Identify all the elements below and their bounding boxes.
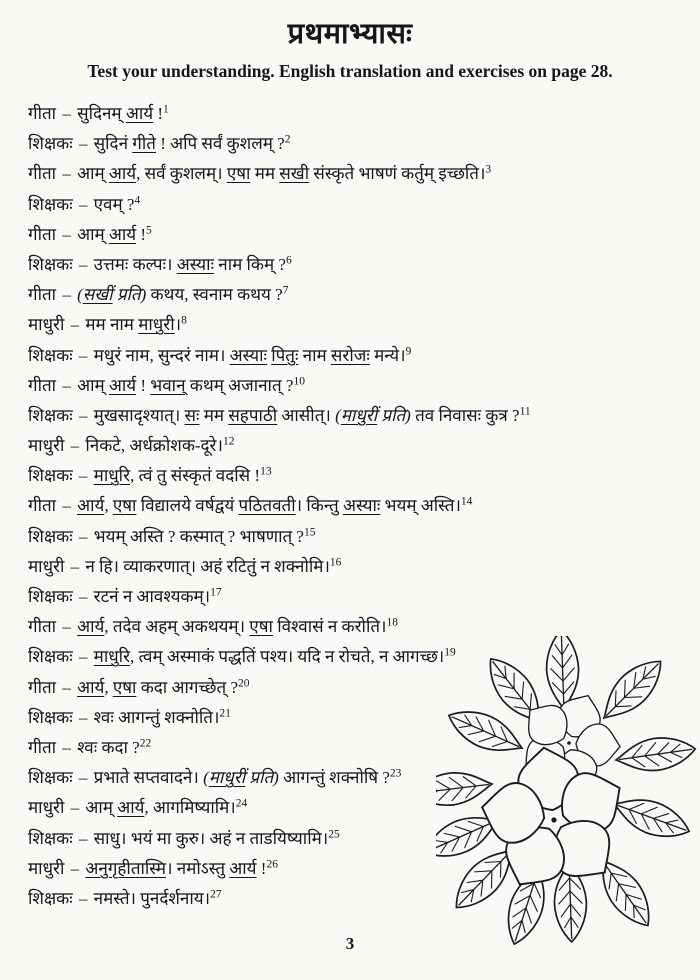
dialogue-segment: आम् [77, 224, 109, 244]
footnote-number: 9 [405, 344, 412, 357]
speaker-name: माधुरी [28, 798, 65, 818]
speaker-name: शिक्षकः [28, 888, 73, 908]
page-title: प्रथमाभ्यासः [287, 16, 413, 50]
footnote-number: 14 [460, 495, 473, 508]
footnote-number: 22 [139, 737, 152, 750]
speaker-name: शिक्षकः [28, 345, 73, 365]
dialogue-segment: साधु। भयं मा कुरु। अहं न ताडयिष्यामि। [93, 828, 329, 848]
dialogue-segment: माधुरि [93, 647, 131, 667]
dialogue-segment: कथय, स्वनाम कथय ? [146, 285, 283, 305]
speaker-dash: – [58, 224, 76, 244]
speaker-name: शिक्षकः [28, 828, 73, 848]
dialogue-line [28, 763, 700, 793]
dialogue-line [28, 190, 700, 220]
speaker-dash: – [66, 436, 84, 456]
speaker-dash: – [66, 315, 84, 335]
page-subtitle: Test your understanding. English translation and exercises on page 28. [87, 61, 613, 81]
dialogue-segment: माधुरीं [340, 405, 378, 425]
speaker-dash: – [74, 254, 92, 274]
dialogue-segment: विद्यालये वर्षद्वयं [136, 496, 239, 516]
speaker-dash: – [66, 798, 84, 818]
speaker-dash: – [74, 828, 92, 848]
dialogue-segment: आम् [85, 798, 118, 818]
dialogue-segment: अनुगृहीतास्मि [85, 858, 167, 878]
dialogue-segment: नाम [298, 345, 331, 365]
speaker-dash: – [58, 375, 76, 395]
speaker-name: शिक्षकः [28, 526, 73, 546]
speaker-name: शिक्षकः [28, 707, 73, 727]
speaker-name: शिक्षकः [28, 647, 73, 667]
speaker-dash: – [74, 405, 92, 425]
footnote-number: 11 [519, 405, 531, 418]
dialogue-segment: आगन्तुं शक्नोषि ? [278, 768, 390, 788]
footnote-number: 8 [181, 314, 187, 327]
dialogue-line [28, 431, 700, 461]
speaker-dash: – [58, 737, 76, 757]
dialogue-segment: प्रति) [245, 768, 279, 788]
dialogue-segment: आर्य [108, 164, 137, 184]
dialogue-line [28, 854, 700, 884]
footnote-number: 25 [328, 827, 340, 840]
speaker-name: गीता [28, 104, 57, 123]
dialogue-segment: मधुरं नाम, सुन्दरं नाम। [93, 345, 230, 365]
footnote-number: 7 [282, 284, 289, 297]
dialogue-segment: माधुरी [138, 315, 175, 335]
dialogue-segment: भयम् अस्ति। [380, 496, 461, 516]
speaker-dash: – [58, 496, 76, 516]
dialogue-line [28, 552, 700, 582]
dialogue-segment: भयम् अस्ति ? कस्मात् ? भाषणात् ? [93, 526, 304, 546]
dialogue-segment: मन्ये। [369, 345, 406, 365]
speaker-name: शिक्षकः [28, 194, 73, 214]
speaker-name: गीता [28, 496, 57, 516]
speaker-dash: – [58, 677, 76, 697]
dialogue-segment: कथम् अजानात् ? [185, 375, 294, 395]
page-number: 3 [345, 934, 355, 953]
dialogue-segment: आर्य [108, 375, 137, 395]
dialogue-line [28, 341, 700, 371]
dialogue-segment: सरोजः [330, 345, 370, 365]
speaker-name: माधुरी [28, 315, 65, 335]
dialogue-line [28, 401, 700, 431]
dialogue-segment: अस्याः [176, 254, 215, 274]
dialogue-line [28, 884, 700, 914]
speaker-name: गीता [28, 677, 57, 697]
footnote-number: 6 [285, 254, 292, 267]
dialogue-segment: सखी [279, 164, 310, 184]
footnote-number: 10 [293, 375, 305, 388]
footnote-number: 13 [260, 465, 272, 478]
dialogue-segment: मम [250, 164, 280, 184]
dialogue-segment: माधुरीं [208, 768, 246, 788]
dialogue-segment: , [104, 677, 113, 697]
dialogue-segment: आर्य [77, 496, 105, 516]
dialogue-line [28, 582, 700, 612]
speaker-name: गीता [28, 737, 57, 757]
speaker-name: गीता [28, 285, 57, 305]
dialogue-segment: आर्य [77, 617, 105, 637]
dialogue-segment: , तदेव अहम् अकथयम्। [104, 617, 250, 637]
dialogue-segment: एषा [112, 677, 137, 697]
dialogue-segment: सखीं [82, 285, 113, 305]
dialogue-segment: आर्य [77, 677, 105, 697]
dialogue-segment: तव निवासः कुत्र ? [410, 405, 520, 425]
speaker-name: गीता [28, 375, 57, 395]
dialogue-segment: न हि। व्याकरणात्। अहं रटितुं न शक्नोमि। [85, 556, 330, 576]
dialogue-line [28, 129, 700, 159]
dialogue-segment: विश्वासं न करोति। [272, 617, 387, 637]
footnote-number: 27 [210, 888, 222, 901]
dialogue-segment: पितुः [271, 345, 299, 365]
speaker-dash: – [74, 647, 92, 667]
dialogue-segment: आर्य [125, 104, 154, 123]
dialogue-segment: अस्याः [229, 345, 267, 365]
dialogue-line [28, 491, 700, 521]
dialogue-segment: ! [136, 375, 151, 395]
dialogue-segment: पठितवती [238, 496, 296, 516]
dialogue-segment: श्वः आगन्तुं शक्नोति। [93, 707, 220, 727]
speaker-dash: – [74, 194, 92, 214]
dialogue-segment: उत्तमः कल्पः। [93, 254, 177, 274]
dialogue-segment: ! [256, 858, 267, 878]
dialogue-segment: आर्य [108, 224, 137, 244]
footnote-number: 3 [485, 163, 492, 176]
footnote-number: 20 [238, 676, 250, 689]
dialogue-segment: एषा [226, 164, 251, 184]
dialogue-line [28, 703, 700, 733]
dialogue-line [28, 280, 700, 310]
speaker-dash: – [66, 556, 84, 576]
dialogue-segment: प्रभाते सप्तवादने। [93, 768, 204, 788]
dialogue-segment: रटनं न आवश्यकम्। [93, 587, 211, 606]
dialogue-line [28, 673, 700, 703]
speaker-name: शिक्षकः [28, 768, 73, 788]
dialogue-segment: मम नाम [85, 315, 139, 335]
footnote-number: 12 [222, 435, 235, 448]
footnote-number: 5 [146, 224, 152, 237]
speaker-dash: – [58, 104, 76, 123]
dialogue-segment: भवान् [150, 375, 186, 395]
dialogue-segment: मम [199, 405, 229, 425]
speaker-name: गीता [28, 224, 57, 244]
dialogue-segment: ! [136, 224, 147, 244]
speaker-dash: – [58, 617, 76, 637]
dialogue-line [28, 159, 700, 189]
dialogue-segment: नाम किम् ? [214, 254, 286, 274]
speaker-name: शिक्षकः [28, 405, 73, 425]
dialogue-segment: सः [184, 405, 200, 425]
speaker-dash: – [74, 888, 92, 908]
dialogue-segment: । नमोऽस्तु [166, 858, 230, 878]
footnote-number: 24 [235, 797, 248, 810]
speaker-name: माधुरी [28, 556, 65, 576]
dialogue-segment: । किन्तु [295, 496, 343, 516]
speaker-name: गीता [28, 164, 57, 184]
footnote-number: 26 [266, 858, 278, 871]
footnote-number: 19 [444, 646, 456, 659]
footnote-number: 18 [386, 616, 398, 629]
dialogue-segment: एषा [112, 496, 137, 516]
dialogue-line [28, 733, 700, 763]
dialogue-segment: ( [335, 405, 341, 425]
speaker-dash: – [74, 345, 92, 365]
dialogue-segment: एवम् ? [93, 194, 135, 214]
dialogue-segment: सुदिनं [93, 134, 133, 154]
dialogue-segment: प्रति) [377, 405, 411, 425]
dialogue-segment: आर्य [117, 798, 145, 818]
speaker-dash: – [74, 466, 92, 486]
speaker-dash: – [74, 134, 92, 154]
dialogue-segment: एषा [249, 617, 273, 637]
dialogue-line [28, 220, 700, 250]
speaker-dash: – [74, 526, 92, 546]
dialogue-segment: अस्याः [342, 496, 381, 516]
dialogue-segment: । [174, 315, 182, 335]
speaker-name: गीता [28, 617, 57, 637]
speaker-dash: – [58, 164, 76, 184]
dialogue-line [28, 824, 700, 854]
dialogue-segment: कदा आगच्छेत् ? [136, 677, 239, 697]
speaker-dash: – [66, 858, 84, 878]
footnote-number: 1 [163, 103, 169, 116]
dialogue-segment: , त्वं तु संस्कृतं वदसि ! [130, 466, 261, 486]
speaker-dash: – [74, 707, 92, 727]
dialogue-segment: , [104, 496, 113, 516]
speaker-name: शिक्षकः [28, 587, 73, 606]
dialogue-segment: आम् [77, 164, 109, 184]
footnote-number: 21 [219, 707, 231, 720]
dialogue-segment: नमस्ते। पुनर्दर्शनाय। [93, 888, 211, 908]
dialogue-segment: संस्कृते भाषणं कर्तुम् इच्छति। [309, 164, 486, 184]
speaker-name: माधुरी [28, 436, 65, 456]
dialogue-segment: , आगमिष्यामि। [144, 798, 236, 818]
dialogue-line [28, 522, 700, 552]
dialogue-line [28, 99, 700, 129]
dialogue-segment: आम् [77, 375, 109, 395]
dialogue-line [28, 310, 700, 340]
dialogue-segment: ! [153, 104, 164, 123]
dialogue-segment: , त्वम् अस्माकं पद्धतिं पश्य। यदि न रोचते, न आगच्छ। [130, 647, 445, 667]
dialogue-segment: प्रति) [112, 285, 147, 305]
dialogue-line [28, 461, 700, 491]
dialogue-segment: श्वः कदा ? [77, 737, 140, 757]
footnote-number: 4 [134, 193, 141, 206]
dialogue-text [28, 99, 700, 914]
dialogue-segment: ( [203, 768, 209, 788]
speaker-name: शिक्षकः [28, 134, 73, 154]
speaker-dash: – [74, 587, 92, 606]
dialogue-line [28, 371, 700, 401]
dialogue-segment: मुखसादृश्यात्। [93, 405, 185, 425]
dialogue-line [28, 793, 700, 823]
dialogue-segment: गीते [132, 134, 156, 154]
speaker-name: शिक्षकः [28, 466, 73, 486]
footnote-number: 15 [303, 525, 316, 538]
dialogue-segment: सुदिनम् [77, 104, 126, 123]
dialogue-line [28, 250, 700, 280]
dialogue-segment: , सर्वं कुशलम्। [136, 164, 227, 184]
speaker-dash: – [58, 285, 76, 305]
dialogue-segment: निकटे, अर्धक्रोशक-दूरे। [85, 436, 223, 456]
dialogue-segment: आर्य [229, 858, 257, 878]
dialogue-segment: ! अपि सर्वं कुशलम् ? [155, 134, 285, 154]
footnote-number: 2 [284, 133, 291, 146]
footnote-number: 16 [329, 556, 342, 569]
dialogue-segment: माधुरि [93, 466, 131, 486]
dialogue-segment: सहपाठी [228, 405, 278, 425]
footnote-number: 17 [210, 586, 222, 599]
speaker-dash: – [74, 768, 92, 788]
speaker-name: शिक्षकः [28, 254, 73, 274]
dialogue-segment: ( [77, 285, 83, 305]
dialogue-segment: आसीत्। [277, 405, 336, 425]
speaker-name: माधुरी [28, 858, 65, 878]
dialogue-line [28, 612, 700, 642]
dialogue-line [28, 642, 700, 672]
footnote-number: 23 [389, 767, 402, 780]
